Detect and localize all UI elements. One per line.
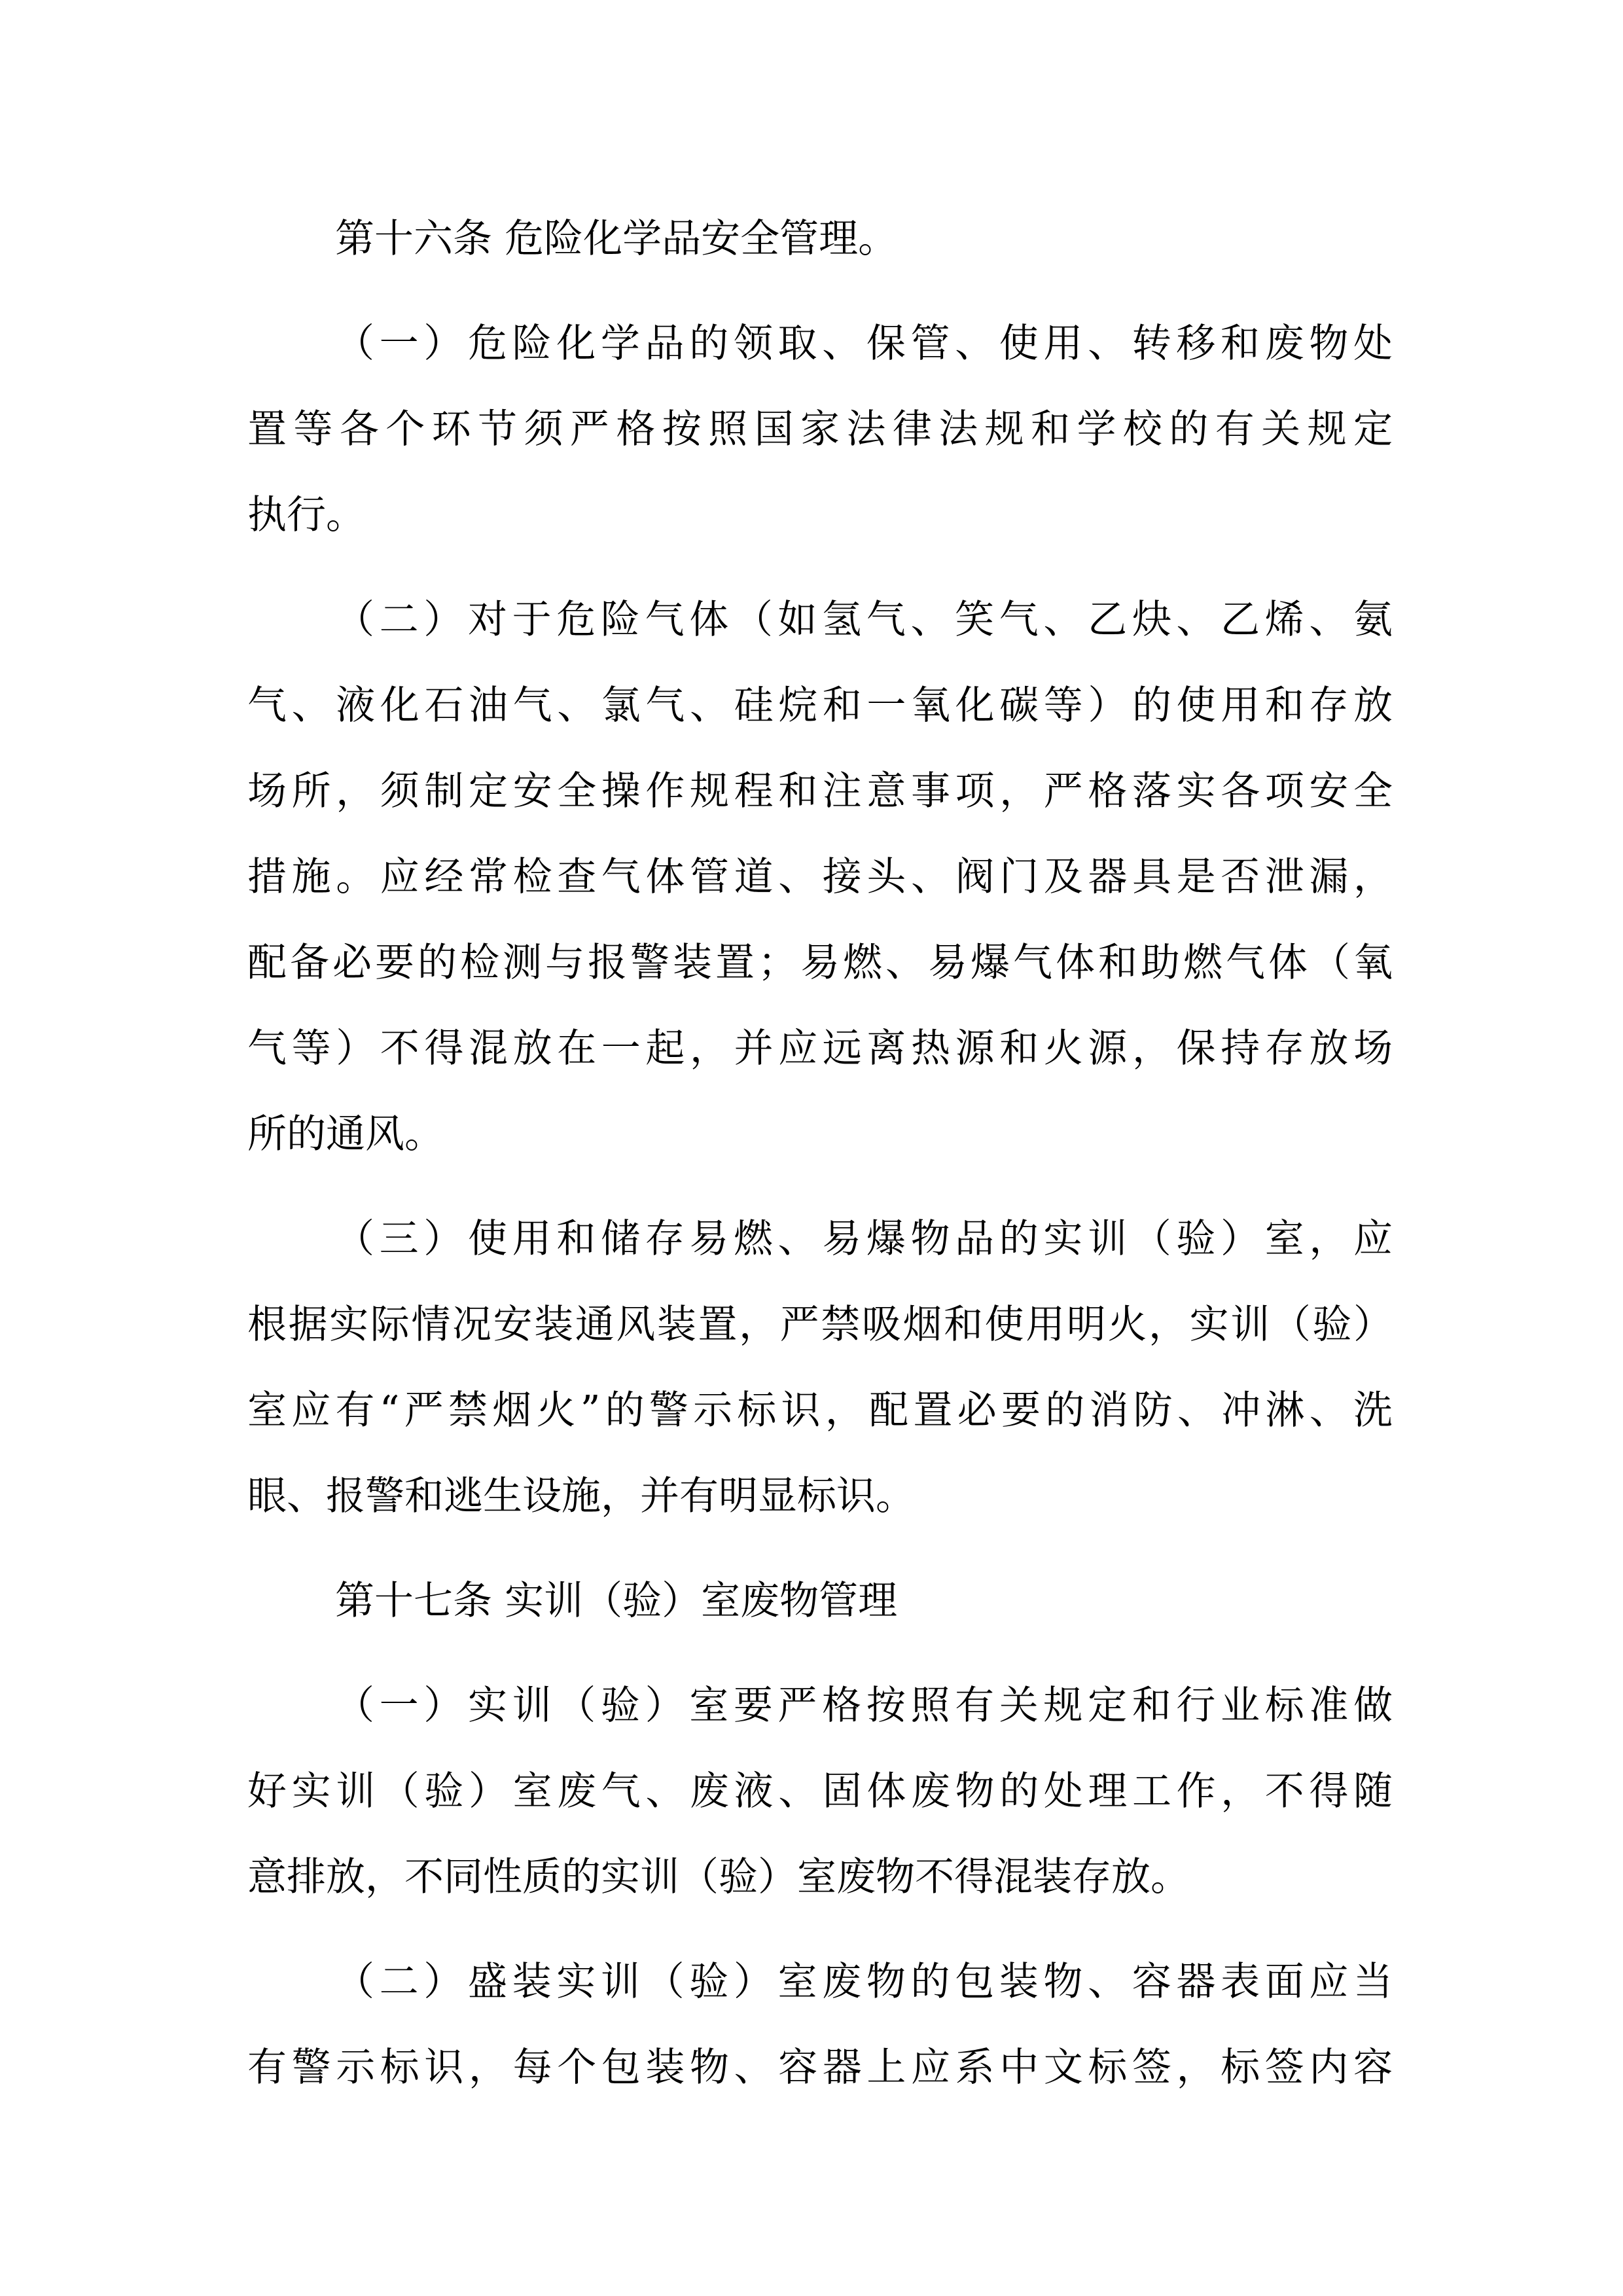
text-line: （二）对于危险气体（如氢气、笑气、乙炔、乙烯、氨	[335, 597, 1393, 643]
text-line: 所的通风。	[247, 1111, 444, 1157]
article-17-heading: 第十七条 实训（验）室废物管理	[335, 1578, 898, 1624]
article-16-heading: 第十六条 危险化学品安全管理。	[335, 216, 898, 262]
text-line: 执行。	[247, 492, 365, 538]
text-line: 气等）不得混放在一起，并应远离热源和火源，保持存放场	[247, 1026, 1393, 1071]
text-line: 置等各个环节须严格按照国家法律法规和学校的有关规定	[247, 406, 1393, 452]
text-line: 配备必要的检测与报警装置；易燃、易爆气体和助燃气体（氧	[247, 940, 1393, 986]
text-line: 气、液化石油气、氯气、硅烷和一氧化碳等）的使用和存放	[247, 683, 1393, 728]
text-line: 场所，须制定安全操作规程和注意事项，严格落实各项安全	[247, 768, 1393, 814]
text-line: 眼、报警和逃生设施，并有明显标识。	[247, 1473, 915, 1519]
text-line: 根据实际情况安装通风装置，严禁吸烟和使用明火，实训（验）	[247, 1302, 1393, 1348]
text-line: （三）使用和储存易燃、易爆物品的实训（验）室，应	[335, 1216, 1393, 1262]
text-line: 意排放，不同性质的实训（验）室废物不得混装存放。	[247, 1854, 1190, 1900]
text-line: （一）危险化学品的领取、保管、使用、转移和废物处	[335, 321, 1393, 367]
text-line: 室应有“严禁烟火”的警示标识，配置必要的消防、冲淋、洗	[247, 1388, 1393, 1433]
text-line: 好实训（验）室废气、废液、固体废物的处理工作，不得随	[247, 1768, 1393, 1814]
text-line: （二）盛装实训（验）室废物的包装物、容器表面应当	[335, 1959, 1393, 2005]
text-line: （一）实训（验）室要严格按照有关规定和行业标准做	[335, 1683, 1393, 1729]
text-line: 措施。应经常检查气体管道、接头、阀门及器具是否泄漏，	[247, 854, 1393, 900]
text-line: 有警示标识，每个包装物、容器上应系中文标签，标签内容	[247, 2045, 1393, 2090]
